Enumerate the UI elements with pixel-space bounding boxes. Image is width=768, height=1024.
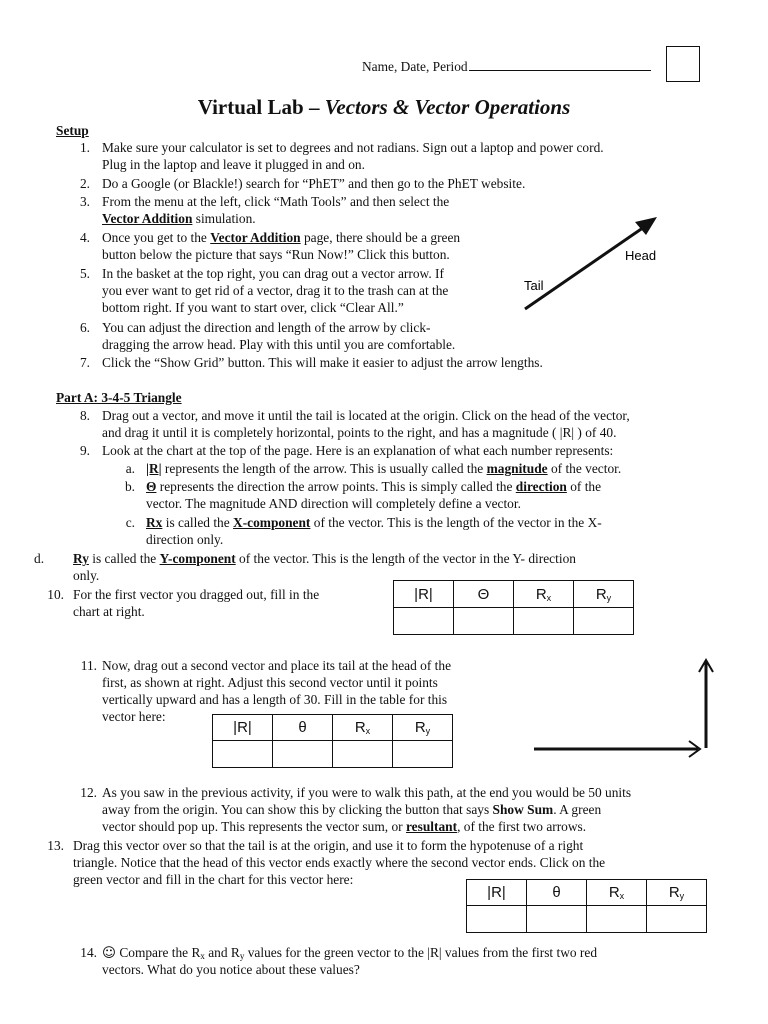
header-ry: $R_y$ (574, 581, 634, 608)
table-vector-1 (393, 580, 634, 635)
cell-rx[interactable] (333, 741, 393, 768)
score-box[interactable] (666, 46, 700, 82)
name-blank[interactable] (469, 58, 651, 71)
table-header-row (394, 581, 634, 608)
cell-theta[interactable] (273, 741, 333, 768)
vector-sum-diagram (528, 652, 718, 762)
header-magnitude: |R| (467, 880, 527, 906)
header-magnitude: |R| (213, 715, 273, 741)
cell-ry[interactable] (647, 906, 707, 933)
vector-arrow-line (525, 225, 647, 309)
part-a-heading: Part A: 3-4-5 Triangle (56, 390, 182, 405)
cell-ry[interactable] (393, 741, 453, 768)
header-rx: $R_x$ (514, 581, 574, 608)
table-header-row (467, 880, 707, 906)
header-theta: θ (527, 880, 587, 906)
smiley-icon: ☺ (102, 946, 116, 961)
table-vector-resultant (466, 879, 707, 933)
header-ry: $R_y$ (393, 715, 453, 741)
head-tail-diagram (505, 205, 685, 320)
header-theta: Θ (454, 581, 514, 608)
setup-heading: Setup (56, 123, 89, 138)
tail-label: Tail (524, 278, 544, 293)
cell-rx[interactable] (587, 906, 647, 933)
table-vector-2 (212, 714, 453, 768)
header-ry: $R_y$ (647, 880, 707, 906)
name-label: Name, Date, Period (362, 59, 468, 74)
cell-magnitude[interactable] (394, 608, 454, 635)
header-rx: $R_x$ (333, 715, 393, 741)
table-input-row (467, 906, 707, 933)
header-magnitude: |R| (394, 581, 454, 608)
header-rx: $R_x$ (587, 880, 647, 906)
cell-theta[interactable] (527, 906, 587, 933)
table-header-row (213, 715, 453, 741)
head-label: Head (625, 248, 657, 263)
name-date-period-line (362, 58, 651, 75)
cell-theta[interactable] (454, 608, 514, 635)
header-theta: θ (273, 715, 333, 741)
cell-rx[interactable] (514, 608, 574, 635)
page-title: Virtual Lab – Vectors & Vector Operations (197, 95, 571, 119)
cell-magnitude[interactable] (213, 741, 273, 768)
cell-magnitude[interactable] (467, 906, 527, 933)
table-input-row (213, 741, 453, 768)
table-input-row (394, 608, 634, 635)
cell-ry[interactable] (574, 608, 634, 635)
